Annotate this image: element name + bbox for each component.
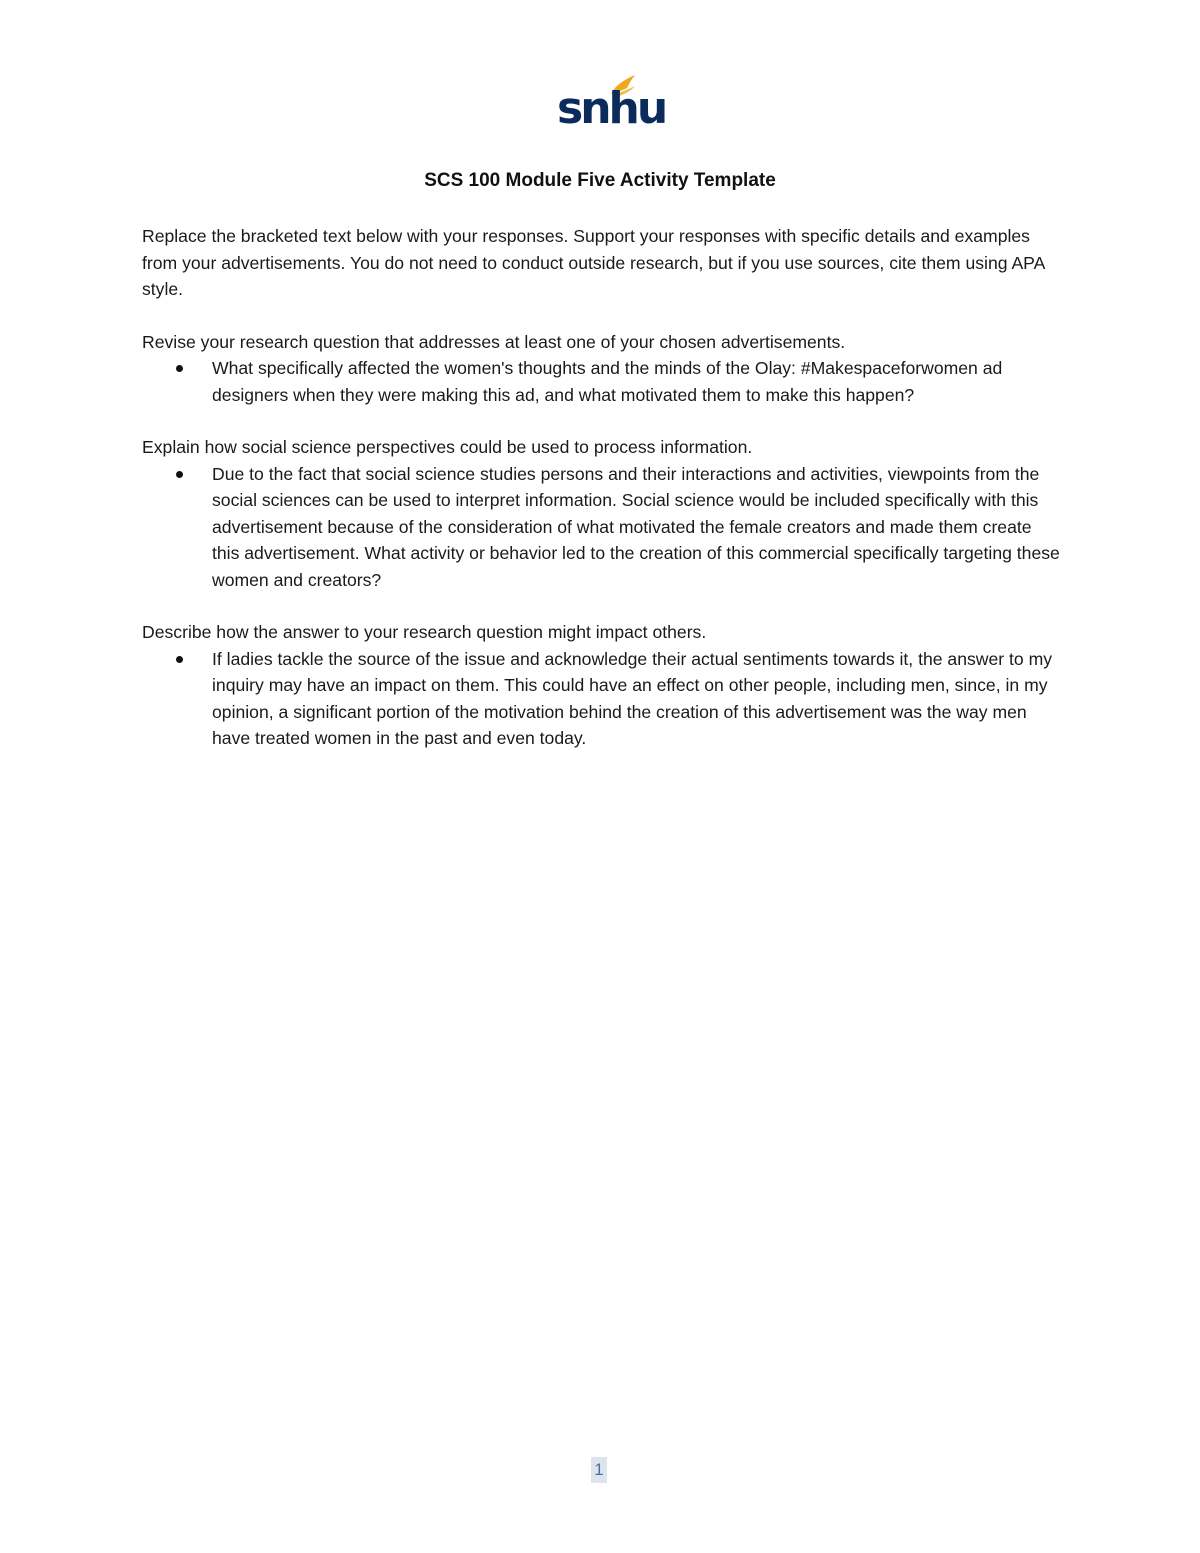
page-number: 1 <box>591 1457 607 1483</box>
logo-wordmark: snhu <box>557 83 666 134</box>
list-item <box>142 461 1062 594</box>
response-text: If ladies tackle the source of the issue and acknowledge their actual sentiments towards it, the answer to my inquiry may have an impact on them. This could have an effect on other people, including men, since, in my opinion, a significant portion of the motivation behind the creation of this advertisement was the way men have treated women in the past and even today. <box>212 648 1053 748</box>
bullet-icon <box>176 656 183 663</box>
response-list <box>142 646 1062 752</box>
response-list <box>142 461 1062 594</box>
list-item <box>142 355 1062 408</box>
section-social-science-perspectives <box>142 434 1062 593</box>
response-text: What specifically affected the women's thoughts and the minds of the Olay: #Makespaceforwomen ad designers when they were making this ad, and what motivated them to make this happen? <box>212 358 1003 405</box>
section-prompt: Explain how social science perspectives could be used to process information. <box>142 437 753 457</box>
response-list <box>142 355 1062 408</box>
document-body <box>142 223 1062 778</box>
snhu-logo <box>553 72 666 134</box>
response-text: Due to the fact that social science studies persons and their interactions and activities, viewpoints from the social sciences can be used to interpret information. Social science would be included specifically with this advertisement because of the consideration of what motivated the female creators and made them create this advertisement. What activity or behavior led to the creation of this commercial specifically targeting these women and creators? <box>212 463 1060 590</box>
document-title: SCS 100 Module Five Activity Template <box>424 170 776 191</box>
section-prompt: Revise your research question that addresses at least one of your chosen advertisements. <box>142 331 846 352</box>
list-item <box>142 646 1062 752</box>
intro-paragraph: Replace the bracketed text below with your responses. Support your responses with specific details and examples from your advertisements. You do not need to conduct outside research, but if you use sources, cite them using APA style. <box>142 226 1045 299</box>
bullet-icon <box>176 471 183 478</box>
section-research-question <box>142 329 1062 409</box>
section-prompt: Describe how the answer to your research question might impact others. <box>142 622 707 642</box>
section-impact-on-others <box>142 619 1062 752</box>
bullet-icon <box>176 365 183 372</box>
